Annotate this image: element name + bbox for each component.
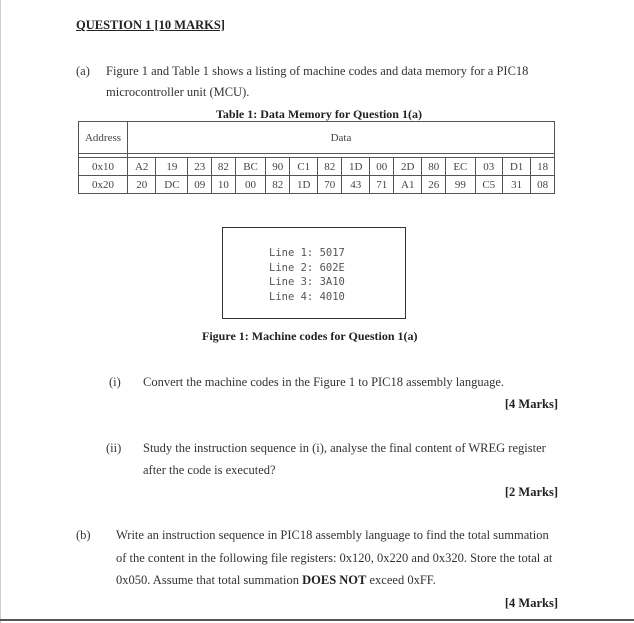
data-cell: D1 bbox=[502, 158, 530, 176]
table-header-row bbox=[79, 122, 555, 154]
data-cell: 18 bbox=[531, 158, 555, 176]
data-cell: 10 bbox=[212, 176, 236, 194]
data-cell: 82 bbox=[318, 158, 342, 176]
code-line: Line 3: 3A10 bbox=[269, 276, 345, 288]
data-cell: C1 bbox=[290, 158, 318, 176]
data-cell: 31 bbox=[502, 176, 530, 194]
part-a-intro-line2: microcontroller unit (MCU). bbox=[106, 85, 250, 99]
data-cell: 26 bbox=[422, 176, 446, 194]
page-bottom-rule bbox=[0, 619, 634, 621]
data-cell: 2D bbox=[394, 158, 422, 176]
data-cell: 00 bbox=[235, 176, 266, 194]
part-b-line3-end: exceed 0xFF. bbox=[366, 573, 436, 587]
part-b-line3 bbox=[116, 569, 436, 591]
sub-ii-line1: Study the instruction sequence in (i), analyse the final content of WREG register bbox=[143, 441, 546, 455]
data-cell: EC bbox=[446, 158, 476, 176]
part-b-label: (b) bbox=[76, 528, 91, 542]
sub-i-text: Convert the machine codes in the Figure 1 to PIC18 assembly language. bbox=[143, 375, 505, 389]
sub-i-label: (i) bbox=[109, 375, 121, 389]
data-cell: 43 bbox=[342, 176, 370, 194]
data-cell: 71 bbox=[370, 176, 394, 194]
row-address: 0x20 bbox=[79, 176, 128, 194]
code-line: Line 4: 4010 bbox=[269, 290, 345, 303]
data-cell: 70 bbox=[318, 176, 342, 194]
part-b-line3-start: 0x050. Assume that total summation bbox=[116, 573, 303, 587]
data-cell: DC bbox=[156, 176, 188, 194]
sub-i-marks: [4 Marks] bbox=[504, 397, 558, 411]
code-line: Line 1: 5017 bbox=[269, 247, 345, 259]
data-cell: BC bbox=[235, 158, 266, 176]
sub-ii-marks: [2 Marks] bbox=[504, 485, 558, 499]
data-cell: 99 bbox=[446, 176, 476, 194]
part-a-label: (a) bbox=[76, 64, 90, 78]
data-cell: 82 bbox=[266, 176, 290, 194]
data-cell: 03 bbox=[475, 158, 502, 176]
part-b-line1: Write an instruction sequence in PIC18 assembly language to find the total summation bbox=[116, 528, 549, 542]
data-cell: 00 bbox=[370, 158, 394, 176]
data-cell: A2 bbox=[128, 158, 156, 176]
data-cell: 90 bbox=[266, 158, 290, 176]
address-header: Address bbox=[79, 122, 128, 154]
data-cell: 20 bbox=[128, 176, 156, 194]
data-cell: 08 bbox=[531, 176, 555, 194]
question-heading: QUESTION 1 [10 MARKS] bbox=[76, 18, 225, 32]
figure-caption: Figure 1: Machine codes for Question 1(a) bbox=[202, 329, 418, 343]
data-cell: 23 bbox=[188, 158, 212, 176]
sub-ii-line2: after the code is executed? bbox=[143, 463, 276, 477]
data-memory-table bbox=[78, 121, 555, 194]
data-cell: 80 bbox=[422, 158, 446, 176]
table-caption: Table 1: Data Memory for Question 1(a) bbox=[216, 107, 422, 121]
code-line: Line 2: 602E bbox=[269, 261, 345, 274]
data-cell: 1D bbox=[290, 176, 318, 194]
sub-ii-label: (ii) bbox=[106, 441, 122, 455]
data-header: Data bbox=[128, 122, 555, 154]
data-cell: 09 bbox=[188, 176, 212, 194]
table-row bbox=[79, 158, 555, 176]
row-address: 0x10 bbox=[79, 158, 128, 176]
table-row bbox=[79, 176, 555, 194]
part-b-emphasis: DOES NOT bbox=[302, 573, 367, 587]
machine-code-box bbox=[222, 227, 406, 319]
left-page-edge bbox=[0, 0, 1, 623]
data-cell: 1D bbox=[342, 158, 370, 176]
data-cell: 19 bbox=[156, 158, 188, 176]
data-cell: C5 bbox=[475, 176, 502, 194]
part-b-line2: of the content in the following file registers: 0x120, 0x220 and 0x320. Store the total at bbox=[116, 551, 553, 565]
data-cell: 82 bbox=[212, 158, 236, 176]
data-cell: A1 bbox=[394, 176, 422, 194]
part-b-marks: [4 Marks] bbox=[504, 596, 558, 610]
part-a-intro-line1: Figure 1 and Table 1 shows a listing of machine codes and data memory for a PIC18 bbox=[106, 64, 529, 78]
